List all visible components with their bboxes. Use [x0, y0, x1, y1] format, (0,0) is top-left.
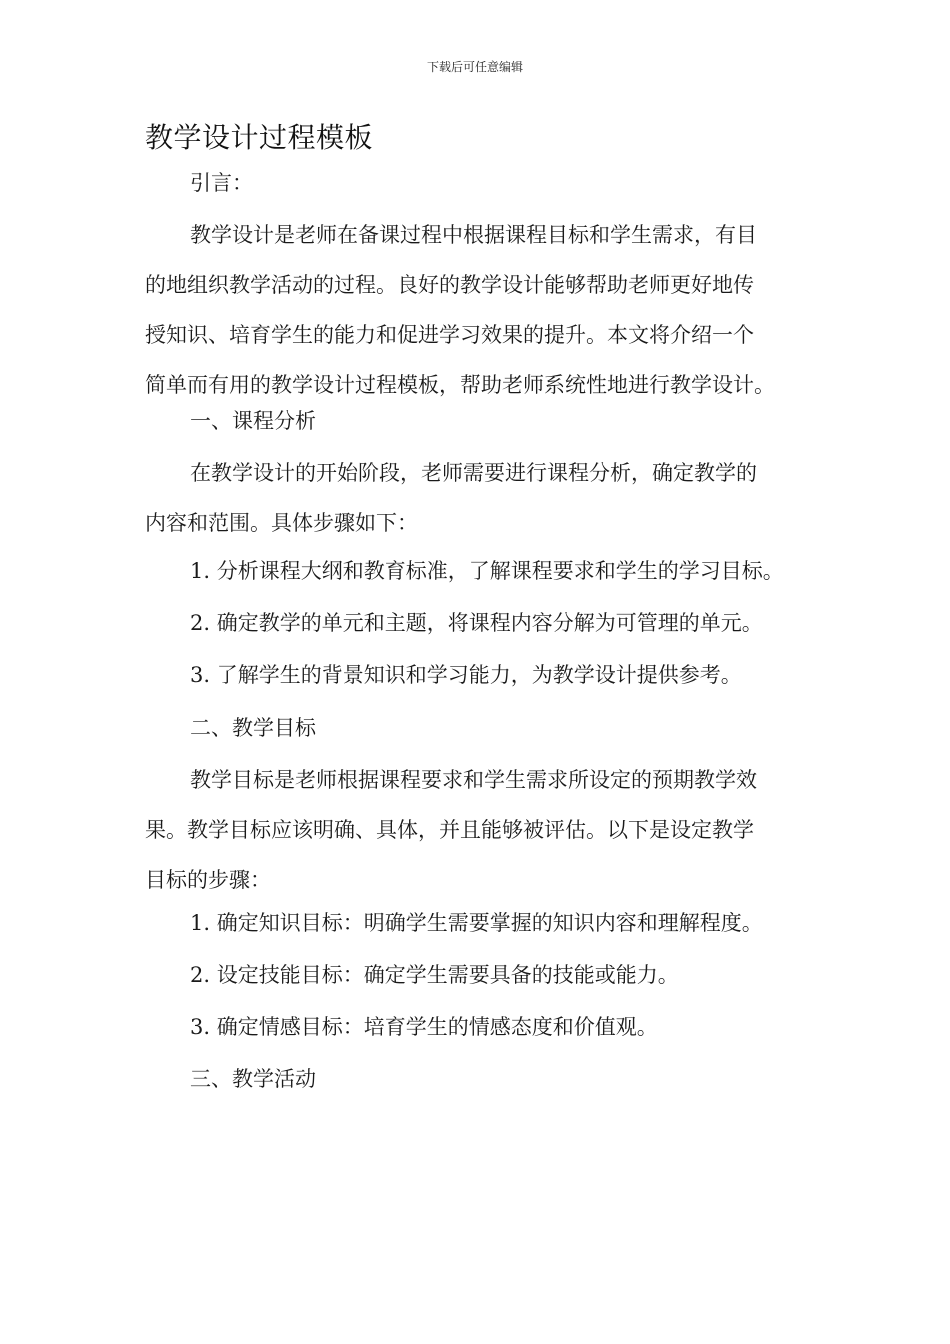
intro-line: 简单而有用的教学设计过程模板，帮助老师系统性地进行教学设计。: [145, 373, 775, 397]
header-note: 下载后可任意编辑: [426, 60, 523, 74]
section-heading-course-analysis: 一、课程分析: [190, 409, 316, 433]
section2-line: 果。教学目标应该明确、具体，并且能够被评估。以下是设定教学: [145, 818, 754, 842]
intro-line: 授知识、培育学生的能力和促进学习效果的提升。本文将介绍一个: [145, 323, 754, 347]
section1-list-item: 1. 分析课程大纲和教育标准，了解课程要求和学生的学习目标。: [190, 559, 784, 583]
section2-list-item: 1. 确定知识目标：明确学生需要掌握的知识内容和理解程度。: [190, 911, 763, 935]
section2-line: 目标的步骤：: [145, 868, 271, 892]
section1-list-item: 2. 确定教学的单元和主题，将课程内容分解为可管理的单元。: [190, 611, 763, 635]
section1-list-item: 3. 了解学生的背景知识和学习能力，为教学设计提供参考。: [190, 663, 742, 687]
document-title: 教学设计过程模板: [145, 121, 374, 154]
section2-list-item: 3. 确定情感目标：培育学生的情感态度和价值观。: [190, 1015, 658, 1039]
section2-paragraph: [145, 755, 825, 905]
section1-line: 内容和范围。具体步骤如下：: [145, 511, 418, 535]
section2-list-item: 2. 设定技能目标：确定学生需要具备的技能或能力。: [190, 963, 679, 987]
section1-paragraph: [145, 448, 825, 548]
section-heading-teaching-activities: 三、教学活动: [190, 1067, 316, 1091]
intro-paragraph: [145, 210, 825, 410]
section2-line: 教学目标是老师根据课程要求和学生需求所设定的预期教学效: [190, 768, 757, 792]
section-heading-teaching-goals: 二、教学目标: [190, 716, 316, 740]
intro-line: 的地组织教学活动的过程。良好的教学设计能够帮助老师更好地传: [145, 273, 754, 297]
section1-line: 在教学设计的开始阶段，老师需要进行课程分析，确定教学的: [190, 461, 757, 485]
intro-line: 教学设计是老师在备课过程中根据课程目标和学生需求，有目: [190, 223, 757, 247]
intro-label: 引言：: [190, 171, 253, 195]
